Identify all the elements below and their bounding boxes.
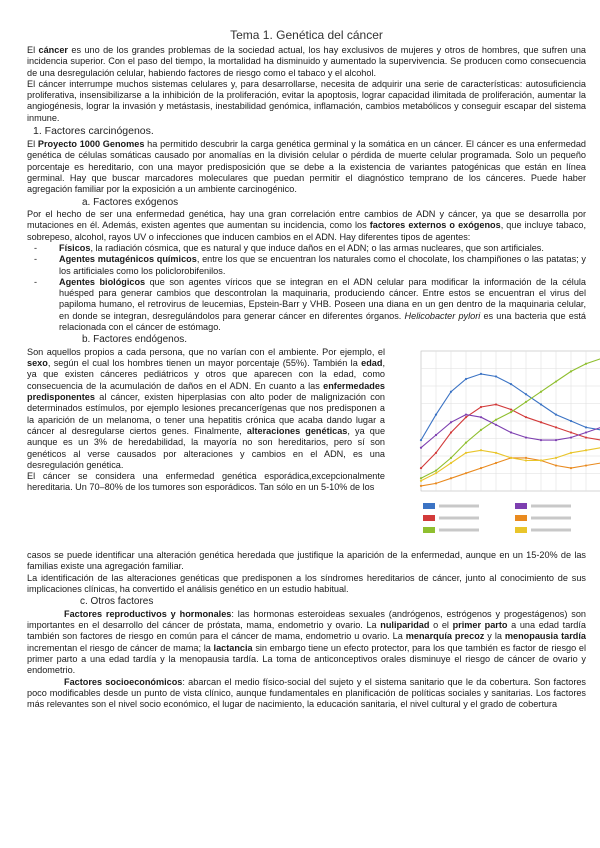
data-point [555,413,557,415]
data-point [465,452,467,454]
data-point [435,469,437,471]
data-point [450,390,452,392]
data-point [510,411,512,413]
data-point [585,362,587,364]
data-point [555,457,557,459]
list-item [27,277,586,333]
data-point [510,408,512,410]
text-run: El [27,139,38,150]
data-point [510,431,512,433]
text-run: , la radiación cósmica, que es natural y que induce daños en el ADN; o las armas nucleares, que son artificiales. [90,242,544,253]
bold-term: menarquía precoz [405,631,485,642]
data-point [480,406,482,408]
endogenos-paragraph-3 [27,573,586,596]
data-point [420,480,422,482]
legend-label-placeholder [439,528,479,531]
agents-list [27,243,586,333]
bold-term: Agentes biológicos [59,276,146,287]
bold-term: Factores socioeconómicos [64,676,183,687]
data-point [570,420,572,422]
data-point [450,477,452,479]
legend-swatch [423,527,435,533]
text-run: , ya que aunque es un 3% de heredabilidad, la mayoría no son hereditarios, pero sí son genéticos al verse causados por alteraciones y cambios en el ADN, es una desregulación genética. [27,425,386,470]
data-point [465,472,467,474]
data-point [570,431,572,433]
text-run: : abarcan el medio físico-social del sujeto y el sistema sanitario que le da cobertura. Son factores poco modificables desde un punto de vista clínico, aunque fundamentales en planificación de políticas sociales y sanitarias. Los factores más relevantes son el nivel socio económico, el lugar de nacimiento, la educación sanitaria, el nivel cultural y el grado de cobertura [27,676,586,710]
data-point [525,459,527,461]
data-point [420,485,422,487]
data-point [510,457,512,459]
legend-swatch [423,503,435,509]
carcinogenos-paragraph [27,139,586,195]
data-point [420,446,422,448]
data-point [570,436,572,438]
data-point [585,464,587,466]
text-run: El [27,45,39,55]
data-point [420,467,422,469]
text-run: es una bacteria que está relacionada con el cáncer de estómago. [59,310,586,333]
data-point [465,416,467,418]
data-point [450,431,452,433]
italic-term: Helicobacter pylori [404,310,481,321]
otros-paragraph-1 [27,609,586,677]
data-point [495,462,497,464]
text-run: Por el hecho de ser una enfermedad genética, hay una gran correlación entre cambios de ADN y cáncer, ya que se desarrolla por mutaciones en él. Además, existen agentes que aumentan su incidencia, como los [27,209,586,231]
legend-swatch [515,503,527,509]
data-point [525,436,527,438]
data-point [435,482,437,484]
data-point [465,413,467,415]
data-point [450,462,452,464]
legend-label-placeholder [439,516,479,519]
endogenos-paragraph-2a [27,471,385,494]
text-run: a una edad tardía también son factores de riesgo en común para el cáncer de mama, endometrio u ovario. La [27,620,586,642]
text-run: y la [484,631,505,642]
text-run: , según el cual los hombres tienen un mayor porcentaje (55%). También la [47,358,362,369]
data-point [450,421,452,423]
text-run: o el [429,620,453,631]
data-point [525,416,527,418]
text-run: La identificación de las alteraciones genéticas que predisponen a los síndromes hereditarios de cáncer, junto al conocimiento de sus implicaciones clínicas, ha convertido el análisis genético en un estudio habitual. [27,572,586,595]
exogenos-paragraph [27,209,586,243]
data-point [465,441,467,443]
list-item [27,254,586,277]
data-point [570,467,572,469]
data-point [585,426,587,428]
data-point [570,370,572,372]
data-point [540,403,542,405]
data-point [495,403,497,405]
data-point [525,457,527,459]
data-point [450,457,452,459]
endogenos-text [27,347,385,550]
text-run: : las hormonas esteroideas sexuales (andrógenos, estrógenos y progestágenos) son importantes en el desarrollo del cáncer de próstata, mama, endometrio y ovario. La [27,608,586,631]
legend-label-placeholder [439,504,479,507]
legend-swatch [515,527,527,533]
data-point [435,413,437,415]
data-point [585,431,587,433]
page-title: Tema 1. Genética del cáncer [230,28,383,42]
otros-paragraph-2 [27,677,586,711]
bold-term: alteraciones genéticas [246,425,348,436]
text-run: es uno de los grandes problemas de la sociedad actual, los hay exclusivos de mujeres y otros de hombres, que sufren una incidencia superior. Con el paso del tiempo, la mortalidad ha disminuido y aumentado la supervivencia. Se producen como consecuencia de una desregulación celular, habiendo factores de riesgo como el tabaco y el alcohol. [27,45,586,78]
data-point [525,393,527,395]
bold-term: cáncer [38,45,68,55]
data-point [480,467,482,469]
legend-label-placeholder [531,528,571,531]
data-point [480,416,482,418]
text-run: , ya que existen cánceres pediátricos y otros que aparecen con la edad, como consecuencia de la acumulación de daños en el ADN. En cuanto a las [27,358,385,391]
data-point [435,434,437,436]
bold-term: menopausia tardía [504,631,586,642]
text-run: casos se puede identificar una alteración genética heredada que justifique la aparición de la enfermedad, aunque en un 15-20% de las familias existe una agregación familiar. [27,550,586,572]
text-run: , entre los que se encuentran los naturales como el chocolate, los champiñones o las patatas; y los artificiales como los policlorobifenilos. [59,254,586,276]
data-point [435,452,437,454]
legend-swatch [423,515,435,521]
data-point [555,464,557,466]
bold-term: nuliparidad [380,620,430,631]
bold-term: Proyecto 1000 Genomes [37,139,145,150]
incidence-chart [397,347,600,550]
data-point [585,436,587,438]
data-point [555,439,557,441]
text-run: El cáncer se considera una enfermedad genética esporádica,excepcionalmente hereditaria. Un 70–80% de los tumores son esporádicos. Tan sólo en un 5-10% de los [27,471,385,493]
list-item [27,243,586,254]
bold-term: Factores reproductivos y hormonales [64,608,232,619]
data-point [495,452,497,454]
legend-swatch [515,515,527,521]
legend-label-placeholder [531,504,571,507]
text-run: que son agentes víricos que se integran en el ADN celular para modificar la información de la célula huésped para generar cambios que descontrolan la maquinaria, produciendo cáncer. Entre estos se encuentran el virus del papiloma humano, el retrovirus de leucemias, Epstein-Barr y VHB. Poseen una diana en un gen dentro de la maquinaria celular, en donde se integran, desregulándolos para generar cáncer en diferentes órganos. [59,276,587,321]
data-point [555,380,557,382]
endogenos-paragraph-2b [27,550,586,573]
endogenos-block [27,347,586,550]
data-point [495,424,497,426]
data-point [585,449,587,451]
data-point [540,390,542,392]
data-point [480,429,482,431]
text-run: Son aquellos propios a cada persona, que no varían con el ambiente. Por ejemplo, el [27,346,385,357]
data-point [420,477,422,479]
bold-term: factores externos o exógenos [369,220,501,231]
data-point [435,472,437,474]
subheading-endogenos: b. Factores endógenos. [82,334,188,346]
data-point [525,401,527,403]
text-run: sin embargo tiene un efecto protector, para los que también es factor de riesgo el primer parto a una edad tardía y la menopausia tardía. La toma de anticonceptivos orales disminuye el riesgo de cáncer de ovario y endometrio. [27,642,586,676]
subheading-otros: c. Otros factores [80,596,154,608]
data-point [420,439,422,441]
legend-label-placeholder [531,516,571,519]
section-heading-carcinogenos: 1. Factores carcinógenos. [33,125,154,138]
data-point [540,439,542,441]
endogenos-paragraph-1 [27,347,385,471]
text-run: al cáncer, existen hiperplasias con alto poder de malignización con determinados estímulos, por ejemplo lesiones precancerígenas que nos predisponen a la aparición de un melanoma, o tener una hepatitis crónica que acaba dando lugar a cáncer al desregularse ciertos genes. Finalmente, [27,392,385,436]
data-point [465,378,467,380]
data-point [495,375,497,377]
data-point [540,421,542,423]
text-run: ha permitido descubrir la carga genética germinal y la somática en un cáncer. El cáncer es una enfermedad genética de células somáticas causado por anomalías en la división celular o pérdida de muerte celular programada. Solo un pequeño porcentaje es hereditario, con una mayor predisposición que se debe a la existencia de variantes patogénicas que están en línea germinal. Hay que buscar marcadores moleculares que puedan permitir el diagnóstico temprano de los cánceres. Puede haber agregación familiar por la exposición a un ambiente carcinogénico. [27,139,586,195]
bold-term: enfermedades predisponentes [27,380,385,403]
bold-term: sexo [27,358,48,369]
data-point [510,383,512,385]
intro-paragraph-2 [27,79,586,124]
data-point [555,426,557,428]
bold-term: Físicos [59,242,91,253]
data-point [480,449,482,451]
bold-term: edad [361,358,383,369]
data-point [570,452,572,454]
chart-svg [397,347,600,547]
data-point [540,459,542,461]
text-run: El cáncer interrumpe muchos sistemas celulares y, para desarrollarse, necesita de adquirir una serie de características: autosuficiencia proliferativa, insensibilizarse a la inhibición de la proliferación, evitar la apoptosis, lograr capacidad ilimitada de proliferación, aumentar la angiogénesis, lograr la invasión y metástasis, inestabilidad genómica, inflamación, cambios metabólicos y conseguir escapar del sistema inmune. [27,78,586,123]
text-run: , que incluye tabaco, sobrepeso, alcohol, rayos UV o infecciones que inducen cambios en el ADN. Hay diferentes tipos de agentes: [27,220,586,242]
text-run: incrementan el riesgo de cáncer de mama; la [27,642,214,653]
bold-term: lactancia [213,642,253,653]
intro-paragraph-1 [27,45,586,79]
data-point [495,418,497,420]
data-point [480,373,482,375]
bold-term: Agentes mutagénicos químicos [59,254,197,265]
subheading-exogenos: a. Factores exógenos [82,196,179,208]
bold-term: primer parto [452,620,508,631]
